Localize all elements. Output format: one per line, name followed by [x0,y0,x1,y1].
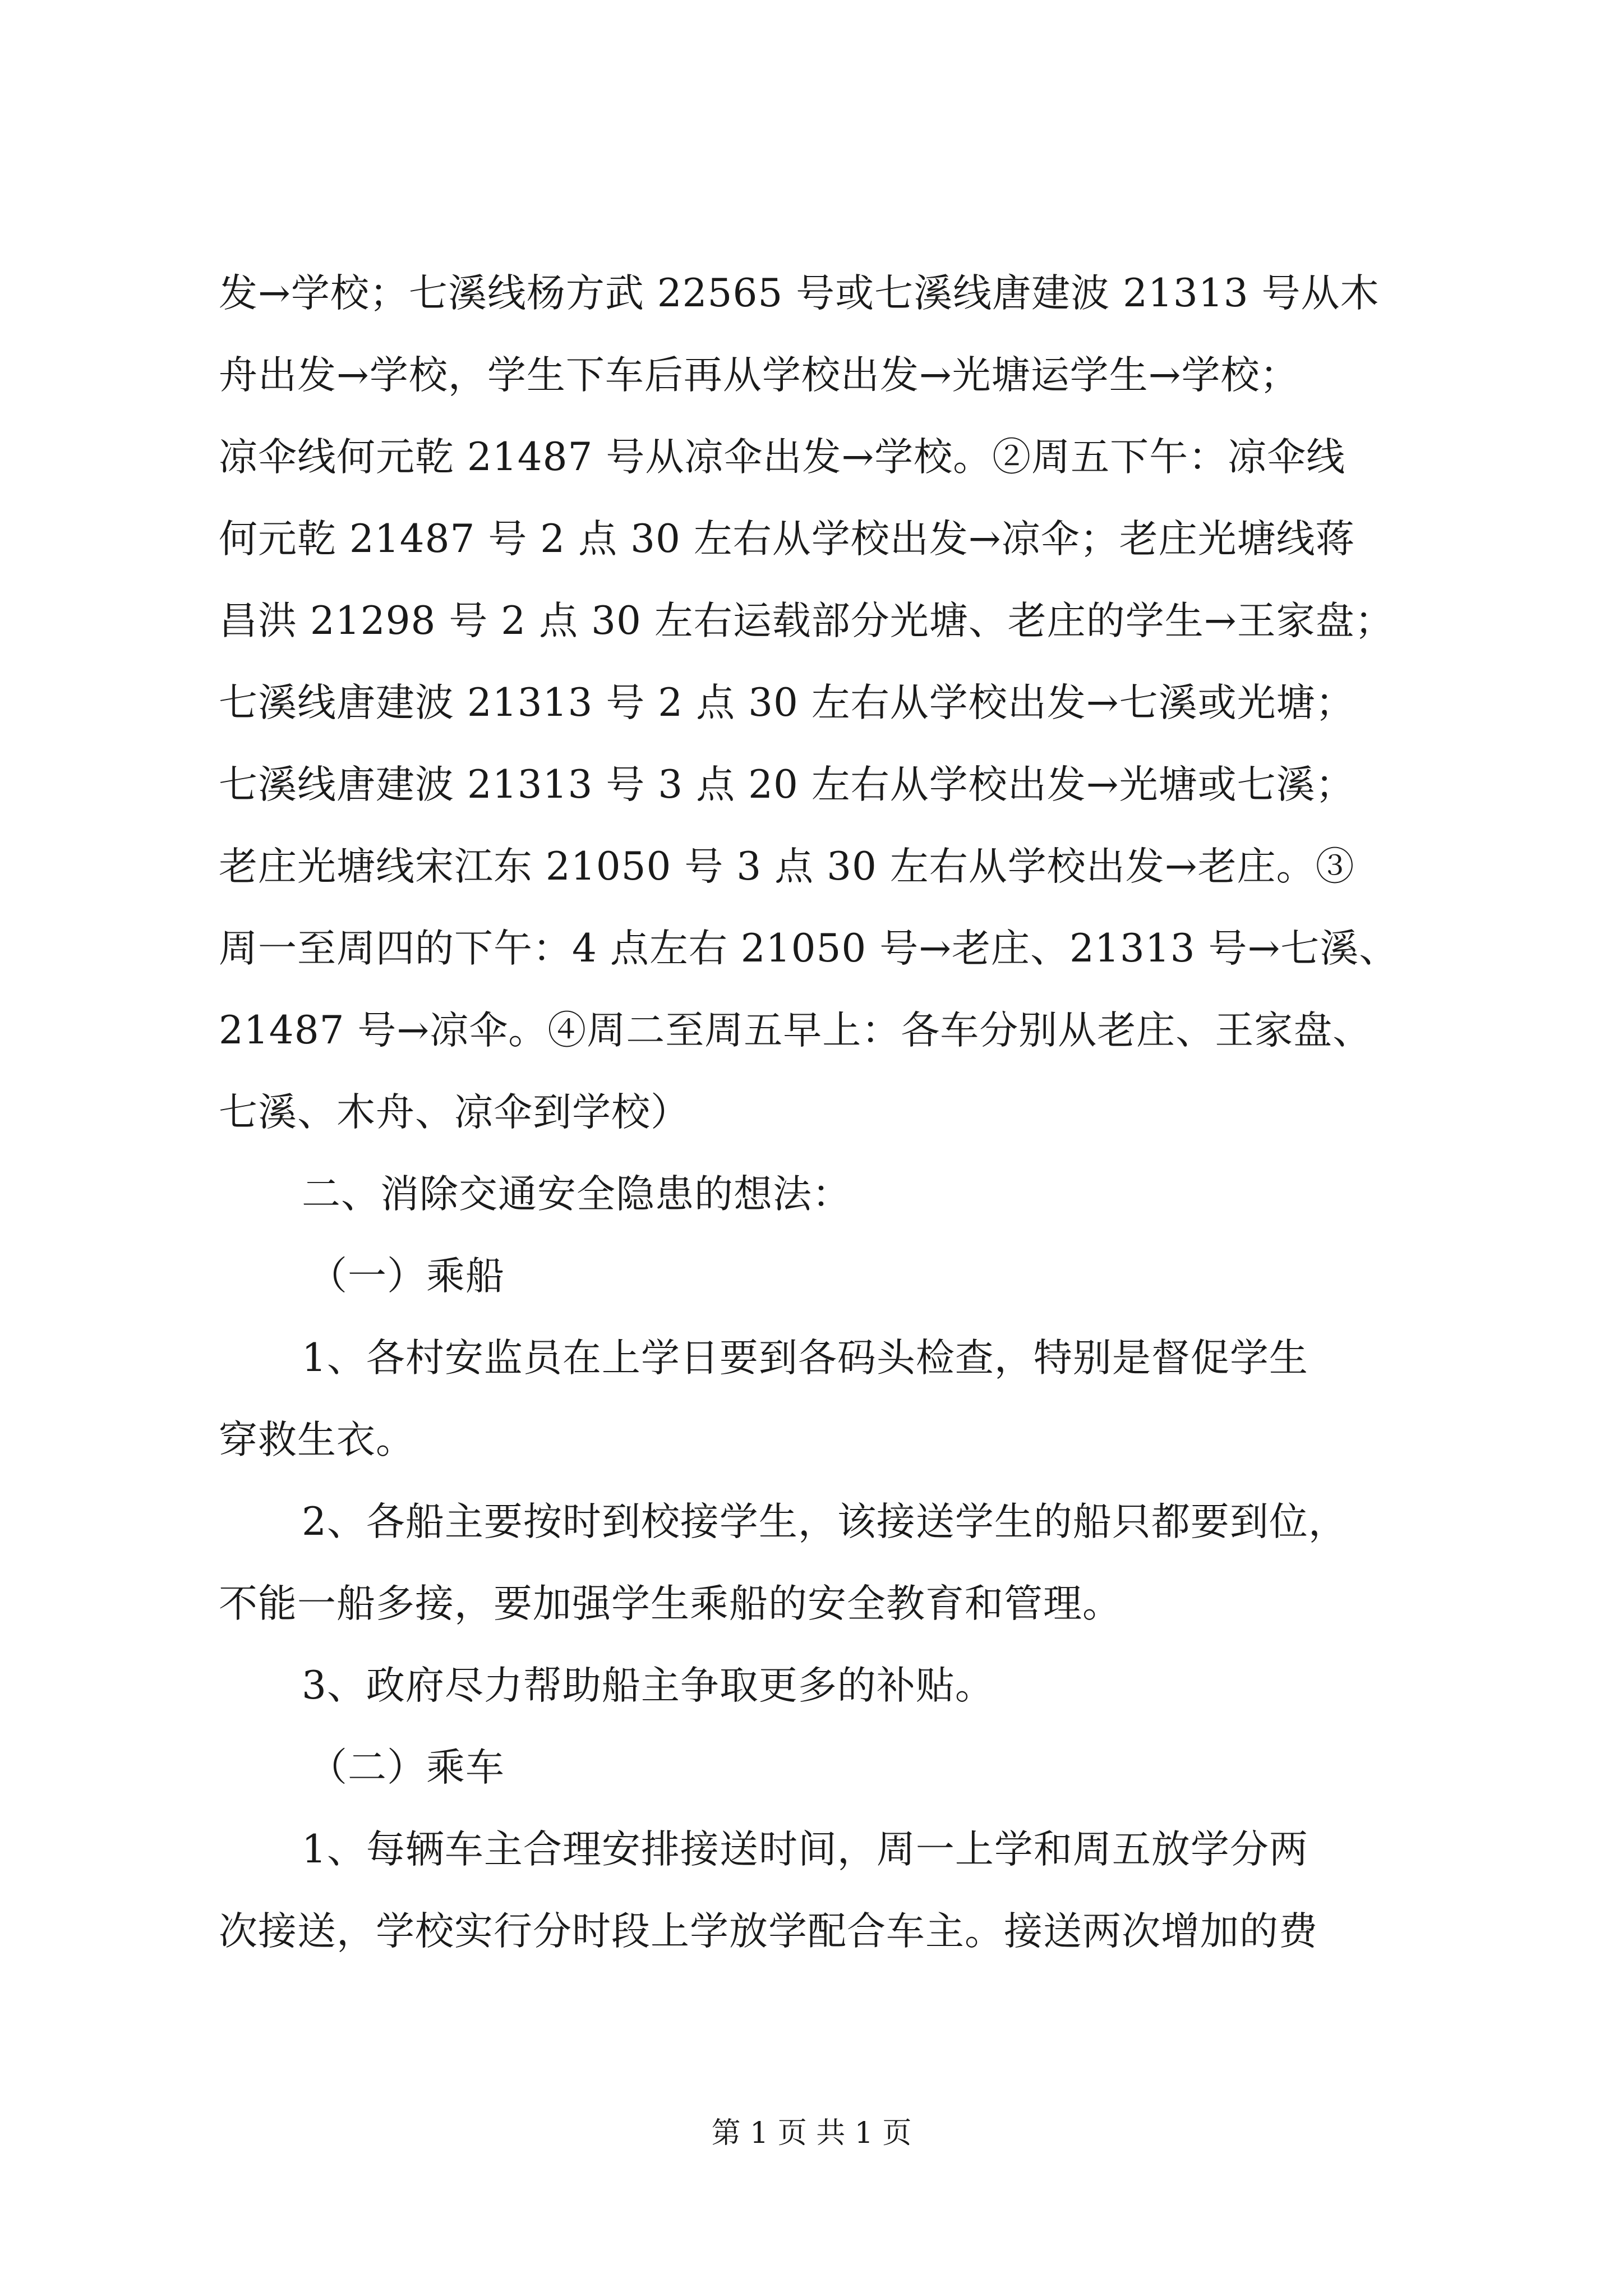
text-line: 舟出发→学校，学生下车后再从学校出发→光塘运学生→学校； [219,353,1299,398]
subsection-heading: （二）乘车 [308,1745,505,1790]
text-line: 七溪、木舟、凉伞到学校） [219,1090,690,1135]
subsection-heading: （一）乘船 [308,1254,505,1299]
text-line: 不能一船多接，要加强学生乘船的安全教育和管理。 [219,1581,1122,1626]
text-line: 周一至周四的下午：4 点左右 21050 号→老庄、21313 号→七溪、 [219,926,1399,971]
section-heading: 二、消除交通安全隐患的想法： [302,1172,851,1217]
paragraph-start: 2、各船主要按时到校接学生，该接送学生的船只都要到位， [302,1499,1348,1544]
text-line: 七溪线唐建波 21313 号 2 点 30 左右从学校出发→七溪或光塘； [219,680,1355,725]
text-line: 次接送，学校实行分时段上学放学配合车主。接送两次增加的费 [219,1909,1318,1954]
paragraph-start: 3、政府尽力帮助船主争取更多的补贴。 [302,1663,994,1708]
text-line: 凉伞线何元乾 21487 号从凉伞出发→学校。②周五下午：凉伞线 [219,435,1346,480]
text-line: 21487 号→凉伞。④周二至周五早上：各车分别从老庄、王家盘、 [219,1008,1372,1053]
text-line: 何元乾 21487 号 2 点 30 左右从学校出发→凉伞；老庄光塘线蒋 [219,517,1355,562]
text-line: 发→学校；七溪线杨方武 22565 号或七溪线唐建波 21313 号从木 [219,271,1380,316]
page-footer: 第 1 页 共 1 页 [711,2116,912,2150]
paragraph-start: 1、各村安监员在上学日要到各码头检查，特别是督促学生 [302,1336,1308,1381]
paragraph-start: 1、每辆车主合理安排接送时间，周一上学和周五放学分两 [302,1827,1308,1872]
text-line: 昌洪 21298 号 2 点 30 左右运载部分光塘、老庄的学生→王家盘； [219,599,1394,643]
document-body [219,252,1424,1972]
text-line: 穿救生衣。 [219,1418,415,1462]
text-line: 老庄光塘线宋江东 21050 号 3 点 30 左右从学校出发→老庄。③ [219,844,1355,889]
text-line: 七溪线唐建波 21313 号 3 点 20 左右从学校出发→光塘或七溪； [219,762,1355,807]
